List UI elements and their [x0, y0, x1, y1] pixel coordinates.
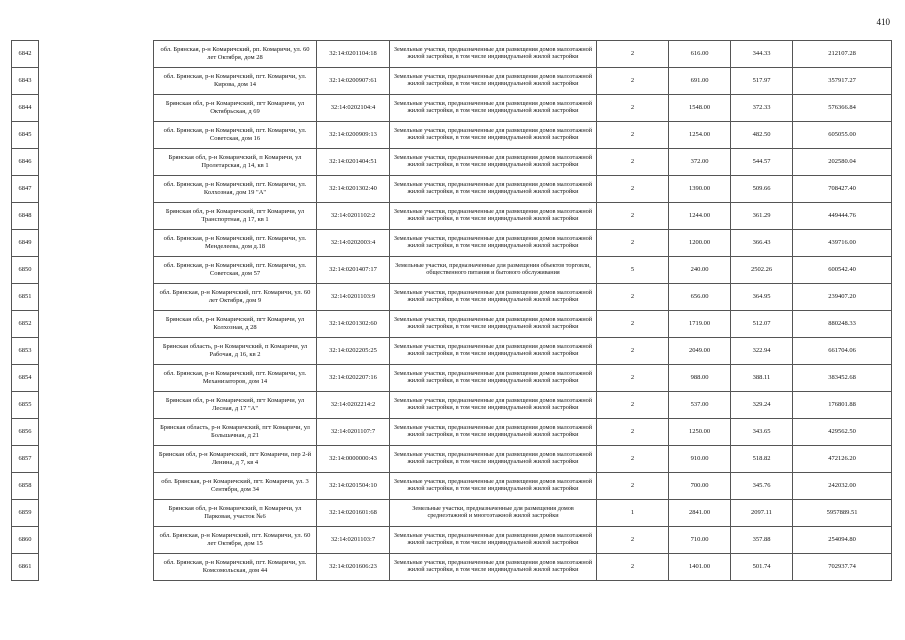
- table-row: [12, 176, 892, 203]
- group-cell: 2: [597, 446, 669, 473]
- address-cell: Брянская обл, р-н Комаричский, пгт Комаричи, ул Транспортная, д 17, кв 1: [154, 203, 317, 230]
- address-cell: Брянская обл, р-н Комаричский, п Комаричи, ул Пролетарская, д 14, кв 1: [154, 149, 317, 176]
- cadastral-value-cell: 202580.04: [793, 149, 892, 176]
- address-cell: Брянская область, р-н Комаричский, п Комаричи, ул Рабочая, д 16, кв 2: [154, 338, 317, 365]
- specific-value-cell: 512.07: [731, 311, 793, 338]
- row-number-cell: 6858: [12, 473, 39, 500]
- blank-cell: [39, 41, 154, 68]
- land-use-cell: Земельные участки, предназначенные для размещения домов малоэтажной жилой застройки, в том числе индивидуальной жилой застройки: [390, 311, 597, 338]
- land-use-cell: Земельные участки, предназначенные для размещения домов малоэтажной жилой застройки, в том числе индивидуальной жилой застройки: [390, 284, 597, 311]
- cadastral-number-cell: 32:14:0202214:2: [317, 392, 390, 419]
- blank-cell: [39, 176, 154, 203]
- specific-value-cell: 366.43: [731, 230, 793, 257]
- blank-cell: [39, 500, 154, 527]
- row-number-cell: 6852: [12, 311, 39, 338]
- row-number-cell: 6861: [12, 554, 39, 581]
- group-cell: 2: [597, 473, 669, 500]
- group-cell: 2: [597, 419, 669, 446]
- group-cell: 2: [597, 284, 669, 311]
- address-cell: обл. Брянская, р-н Комаричский, пгт. Комаричи, ул. Механизаторов, дом 14: [154, 365, 317, 392]
- table-body: [12, 41, 892, 581]
- cadastral-number-cell: 32:14:0201302:40: [317, 176, 390, 203]
- address-cell: Брянская обл, р-н Комаричский, пгт Комаричи, ул Октябрьская, д 69: [154, 95, 317, 122]
- cadastral-number-cell: 32:14:0201601:68: [317, 500, 390, 527]
- cadastral-value-cell: 472126.20: [793, 446, 892, 473]
- area-cell: 656.00: [669, 284, 731, 311]
- row-number-cell: 6847: [12, 176, 39, 203]
- specific-value-cell: 518.82: [731, 446, 793, 473]
- group-cell: 1: [597, 500, 669, 527]
- area-cell: 2049.00: [669, 338, 731, 365]
- cadastral-value-cell: 5957889.51: [793, 500, 892, 527]
- area-cell: 1548.00: [669, 95, 731, 122]
- table-row: [12, 122, 892, 149]
- row-number-cell: 6844: [12, 95, 39, 122]
- cadastral-number-cell: 32:14:0201407:17: [317, 257, 390, 284]
- address-cell: обл. Брянская, р-н Комаричский, пгт. Комаричи, ул. Советская, дом 16: [154, 122, 317, 149]
- land-use-cell: Земельные участки, предназначенные для размещения домов малоэтажной жилой застройки, в том числе индивидуальной жилой застройки: [390, 149, 597, 176]
- blank-cell: [39, 392, 154, 419]
- cadastral-value-cell: 357917.27: [793, 68, 892, 95]
- cadastral-number-cell: 32:14:0202104:4: [317, 95, 390, 122]
- cadastral-value-table: [11, 40, 892, 581]
- land-use-cell: Земельные участки, предназначенные для размещения домов малоэтажной жилой застройки, в том числе индивидуальной жилой застройки: [390, 230, 597, 257]
- group-cell: 2: [597, 311, 669, 338]
- cadastral-value-cell: 702937.74: [793, 554, 892, 581]
- cadastral-value-cell: 212107.28: [793, 41, 892, 68]
- table-row: [12, 392, 892, 419]
- row-number-cell: 6848: [12, 203, 39, 230]
- land-use-cell: Земельные участки, предназначенные для размещения домов малоэтажной жилой застройки, в том числе индивидуальной жилой застройки: [390, 473, 597, 500]
- cadastral-number-cell: 32:14:0201404:51: [317, 149, 390, 176]
- land-use-cell: Земельные участки, предназначенные для размещения домов малоэтажной жилой застройки, в том числе индивидуальной жилой застройки: [390, 419, 597, 446]
- group-cell: 2: [597, 149, 669, 176]
- land-use-cell: Земельные участки, предназначенные для размещения домов среднеэтажной и многоэтажной жилой застройки: [390, 500, 597, 527]
- cadastral-number-cell: 32:14:0202205:25: [317, 338, 390, 365]
- blank-cell: [39, 446, 154, 473]
- area-cell: 372.00: [669, 149, 731, 176]
- address-cell: обл. Брянская, р-н Комаричский, пгт. Комаричи, ул. Комсомольская, дом 44: [154, 554, 317, 581]
- table-row: [12, 203, 892, 230]
- blank-cell: [39, 203, 154, 230]
- group-cell: 2: [597, 176, 669, 203]
- area-cell: 240.00: [669, 257, 731, 284]
- table-row: [12, 554, 892, 581]
- row-number-cell: 6860: [12, 527, 39, 554]
- address-cell: Брянская область, р-н Комаричский, пгт Комаричи, ул Большачная, д 21: [154, 419, 317, 446]
- area-cell: 910.00: [669, 446, 731, 473]
- cadastral-number-cell: 32:14:0201606:23: [317, 554, 390, 581]
- area-cell: 1719.00: [669, 311, 731, 338]
- group-cell: 2: [597, 527, 669, 554]
- blank-cell: [39, 68, 154, 95]
- cadastral-number-cell: 32:14:0202003:4: [317, 230, 390, 257]
- land-use-cell: Земельные участки, предназначенные для размещения домов малоэтажной жилой застройки, в том числе индивидуальной жилой застройки: [390, 122, 597, 149]
- row-number-cell: 6851: [12, 284, 39, 311]
- cadastral-number-cell: 32:14:0200909:13: [317, 122, 390, 149]
- table-row: [12, 95, 892, 122]
- cadastral-value-cell: 576366.84: [793, 95, 892, 122]
- cadastral-number-cell: 32:14:0000000:43: [317, 446, 390, 473]
- cadastral-number-cell: 32:14:0202207:16: [317, 365, 390, 392]
- specific-value-cell: 544.57: [731, 149, 793, 176]
- cadastral-number-cell: 32:14:0201104:18: [317, 41, 390, 68]
- cadastral-value-cell: 242032.00: [793, 473, 892, 500]
- table-row: [12, 257, 892, 284]
- address-cell: обл. Брянская, р-н Комаричский, пгт. Комаричи, ул. Кирова, дом 14: [154, 68, 317, 95]
- land-use-cell: Земельные участки, предназначенные для размещения домов малоэтажной жилой застройки, в том числе индивидуальной жилой застройки: [390, 95, 597, 122]
- table-row: [12, 284, 892, 311]
- specific-value-cell: 482.50: [731, 122, 793, 149]
- cadastral-value-cell: 449444.76: [793, 203, 892, 230]
- cadastral-number-cell: 32:14:0201103:9: [317, 284, 390, 311]
- row-number-cell: 6845: [12, 122, 39, 149]
- area-cell: 1390.00: [669, 176, 731, 203]
- blank-cell: [39, 257, 154, 284]
- cadastral-value-cell: 661704.06: [793, 338, 892, 365]
- table-row: [12, 365, 892, 392]
- table-row: [12, 473, 892, 500]
- group-cell: 2: [597, 365, 669, 392]
- specific-value-cell: 372.33: [731, 95, 793, 122]
- row-number-cell: 6855: [12, 392, 39, 419]
- group-cell: 2: [597, 338, 669, 365]
- group-cell: 2: [597, 41, 669, 68]
- cadastral-value-cell: 383452.68: [793, 365, 892, 392]
- specific-value-cell: 322.94: [731, 338, 793, 365]
- land-use-cell: Земельные участки, предназначенные для размещения домов малоэтажной жилой застройки, в том числе индивидуальной жилой застройки: [390, 527, 597, 554]
- table-row: [12, 446, 892, 473]
- row-number-cell: 6842: [12, 41, 39, 68]
- group-cell: 2: [597, 392, 669, 419]
- blank-cell: [39, 230, 154, 257]
- blank-cell: [39, 554, 154, 581]
- cadastral-value-cell: 176801.88: [793, 392, 892, 419]
- page-number: 410: [876, 17, 890, 27]
- row-number-cell: 6853: [12, 338, 39, 365]
- address-cell: обл. Брянская, р-н Комаричский, пгт. Комаричи, ул. 3 Сентября, дом 34: [154, 473, 317, 500]
- group-cell: 2: [597, 68, 669, 95]
- land-use-cell: Земельные участки, предназначенные для размещения домов малоэтажной жилой застройки, в том числе индивидуальной жилой застройки: [390, 176, 597, 203]
- cadastral-number-cell: 32:14:0201107:7: [317, 419, 390, 446]
- group-cell: 2: [597, 95, 669, 122]
- row-number-cell: 6854: [12, 365, 39, 392]
- table-row: [12, 230, 892, 257]
- row-number-cell: 6850: [12, 257, 39, 284]
- blank-cell: [39, 419, 154, 446]
- row-number-cell: 6843: [12, 68, 39, 95]
- specific-value-cell: 329.24: [731, 392, 793, 419]
- group-cell: 2: [597, 554, 669, 581]
- blank-cell: [39, 122, 154, 149]
- area-cell: 1401.00: [669, 554, 731, 581]
- table-row: [12, 41, 892, 68]
- cadastral-value-cell: 239407.20: [793, 284, 892, 311]
- address-cell: Брянская обл, р-н Комаричский, пгт Комаричи, ул Лесная, д 17 "А": [154, 392, 317, 419]
- area-cell: 1254.00: [669, 122, 731, 149]
- area-cell: 2841.00: [669, 500, 731, 527]
- address-cell: обл. Брянская, р-н Комаричский, пгт. Комаричи, ул. Советская, дом 57: [154, 257, 317, 284]
- address-cell: Брянская обл, р-н Комаричский, п Комаричи, ул Парковая, участок №6: [154, 500, 317, 527]
- blank-cell: [39, 284, 154, 311]
- group-cell: 2: [597, 230, 669, 257]
- group-cell: 2: [597, 122, 669, 149]
- cadastral-number-cell: 32:14:0200907:61: [317, 68, 390, 95]
- cadastral-number-cell: 32:14:0201102:2: [317, 203, 390, 230]
- cadastral-value-cell: 600542.40: [793, 257, 892, 284]
- specific-value-cell: 344.33: [731, 41, 793, 68]
- row-number-cell: 6849: [12, 230, 39, 257]
- land-use-cell: Земельные участки, предназначенные для размещения домов малоэтажной жилой застройки, в том числе индивидуальной жилой застройки: [390, 365, 597, 392]
- blank-cell: [39, 338, 154, 365]
- area-cell: 1200.00: [669, 230, 731, 257]
- specific-value-cell: 501.74: [731, 554, 793, 581]
- address-cell: обл. Брянская, р-н Комаричский, пгт. Комаричи, ул. 60 лет Октября, дом 9: [154, 284, 317, 311]
- area-cell: 691.00: [669, 68, 731, 95]
- address-cell: обл. Брянская, р-н Комаричский, пгт. Комаричи, ул. 60 лет Октября, дом 15: [154, 527, 317, 554]
- table-row: [12, 68, 892, 95]
- land-use-cell: Земельные участки, предназначенные для размещения домов малоэтажной жилой застройки, в том числе индивидуальной жилой застройки: [390, 392, 597, 419]
- land-use-cell: Земельные участки, предназначенные для размещения домов малоэтажной жилой застройки, в том числе индивидуальной жилой застройки: [390, 41, 597, 68]
- table-row: [12, 311, 892, 338]
- row-number-cell: 6846: [12, 149, 39, 176]
- group-cell: 5: [597, 257, 669, 284]
- land-use-cell: Земельные участки, предназначенные для размещения домов малоэтажной жилой застройки, в том числе индивидуальной жилой застройки: [390, 68, 597, 95]
- address-cell: Брянская обл, р-н Комаричский, пгт Комаричи, ул Колхозная, д 28: [154, 311, 317, 338]
- cadastral-value-cell: 254094.80: [793, 527, 892, 554]
- cadastral-value-cell: 708427.40: [793, 176, 892, 203]
- area-cell: 616.00: [669, 41, 731, 68]
- blank-cell: [39, 365, 154, 392]
- land-use-cell: Земельные участки, предназначенные для размещения объектов торговли, общественного питания и бытового обслуживания: [390, 257, 597, 284]
- specific-value-cell: 2502.26: [731, 257, 793, 284]
- specific-value-cell: 509.66: [731, 176, 793, 203]
- area-cell: 710.00: [669, 527, 731, 554]
- area-cell: 988.00: [669, 365, 731, 392]
- cadastral-value-cell: 439716.00: [793, 230, 892, 257]
- blank-cell: [39, 95, 154, 122]
- row-number-cell: 6857: [12, 446, 39, 473]
- area-cell: 1250.00: [669, 419, 731, 446]
- group-cell: 2: [597, 203, 669, 230]
- specific-value-cell: 357.88: [731, 527, 793, 554]
- blank-cell: [39, 473, 154, 500]
- specific-value-cell: 343.65: [731, 419, 793, 446]
- address-cell: обл. Брянская, р-н Комаричский, пгт. Комаричи, ул. Колхозная, дом 19 "А": [154, 176, 317, 203]
- table-row: [12, 149, 892, 176]
- land-use-cell: Земельные участки, предназначенные для размещения домов малоэтажной жилой застройки, в том числе индивидуальной жилой застройки: [390, 338, 597, 365]
- address-cell: обл. Брянская, р-н Комаричский, пгт. Комаричи, ул. Менделеева, дом д.18: [154, 230, 317, 257]
- land-use-cell: Земельные участки, предназначенные для размещения домов малоэтажной жилой застройки, в том числе индивидуальной жилой застройки: [390, 446, 597, 473]
- cadastral-value-cell: 605055.00: [793, 122, 892, 149]
- cadastral-value-cell: 880248.33: [793, 311, 892, 338]
- specific-value-cell: 388.11: [731, 365, 793, 392]
- table-row: [12, 419, 892, 446]
- area-cell: 700.00: [669, 473, 731, 500]
- cadastral-number-cell: 32:14:0201302:60: [317, 311, 390, 338]
- cadastral-value-cell: 429562.50: [793, 419, 892, 446]
- specific-value-cell: 361.29: [731, 203, 793, 230]
- land-use-cell: Земельные участки, предназначенные для размещения домов малоэтажной жилой застройки, в том числе индивидуальной жилой застройки: [390, 554, 597, 581]
- blank-cell: [39, 311, 154, 338]
- table-row: [12, 500, 892, 527]
- specific-value-cell: 2097.11: [731, 500, 793, 527]
- table-row: [12, 338, 892, 365]
- cadastral-number-cell: 32:14:0201504:10: [317, 473, 390, 500]
- table-row: [12, 527, 892, 554]
- blank-cell: [39, 149, 154, 176]
- address-cell: Брянская обл, р-н Комаричский, пгт Комаричи, пер 2-й Ленина, д 7, кв 4: [154, 446, 317, 473]
- address-cell: обл. Брянская, р-н Комаричский, рп. Комаричи, ул. 60 лет Октября, дом 28: [154, 41, 317, 68]
- land-use-cell: Земельные участки, предназначенные для размещения домов малоэтажной жилой застройки, в том числе индивидуальной жилой застройки: [390, 203, 597, 230]
- area-cell: 537.00: [669, 392, 731, 419]
- specific-value-cell: 517.97: [731, 68, 793, 95]
- specific-value-cell: 364.95: [731, 284, 793, 311]
- row-number-cell: 6856: [12, 419, 39, 446]
- row-number-cell: 6859: [12, 500, 39, 527]
- blank-cell: [39, 527, 154, 554]
- specific-value-cell: 345.76: [731, 473, 793, 500]
- cadastral-number-cell: 32:14:0201103:7: [317, 527, 390, 554]
- area-cell: 1244.00: [669, 203, 731, 230]
